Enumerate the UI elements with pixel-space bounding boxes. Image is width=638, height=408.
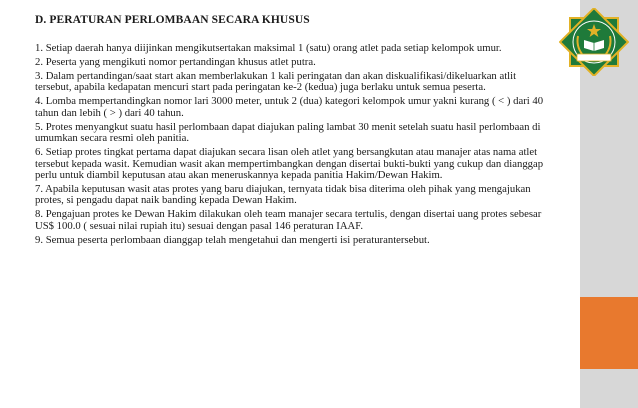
rule-item: 1. Setiap daerah hanya diijinkan mengikutsertakan maksimal 1 (satu) orang atlet pada setiap kelompok umur. bbox=[35, 42, 502, 54]
accent-block bbox=[580, 297, 638, 369]
rule-item: 7. Apabila keputusan wasit atas protes yang baru diajukan, ternyata tidak bisa diterima oleh pihak yang mengajukan protes, si pengadu dapat naik banding kepada Dewan Hakim. bbox=[35, 183, 531, 207]
rule-item: 8. Pengajuan protes ke Dewan Hakim dilakukan oleh team manajer secara tertulis, dengan disertai uang protes sebesar US$ 100.0 ( sesuai nilai rupiah itu) sesuai dengan pasal 146 peraturan IAAF. bbox=[35, 208, 542, 232]
rule-item: 6. Setiap protes tingkat pertama dapat diajukan secara lisan oleh atlet yang bersangkutan atau manajer atas nama atlet tersebut kepada wasit. Kemudian wasit akan mempertimbangkan dengan disertai bukti-bukti yang cukup dan dianggap perlu untuk diambil keputusan atau akan meneruskannya kepada panitia Hakim/Dewan Hakim. bbox=[35, 146, 544, 182]
rule-item: 9. Semua peserta perlombaan dianggap telah mengetahui dan mengerti isi peraturantersebut. bbox=[35, 233, 430, 246]
slide-title: D. PERATURAN PERLOMBAAN SECARA KHUSUS bbox=[35, 14, 310, 26]
rule-item: 4. Lomba mempertandingkan nomor lari 3000 meter, untuk 2 (dua) kategori kelompok umur yakni kurang ( < ) dari 40 tahun dan lebih ( > ) dari 40 tahun. bbox=[35, 95, 544, 119]
rule-item: 2. Peserta yang mengikuti nomor pertandingan khusus atlet putra. bbox=[35, 56, 316, 68]
rule-item: 5. Protes menyangkut suatu hasil perlombaan dapat diajukan paling lambat 30 menit setelah suatu hasil perlombaan di umumkan secara resmi oleh panitia. bbox=[35, 120, 541, 145]
ministry-emblem-icon bbox=[559, 8, 629, 76]
rule-item: 3. Dalam pertandingan/saat start akan memberlakukan 1 kali peringatan dan akan diskualifikasi/dikeluarkan atlit tersebut, apabila kedapatan mencuri start pada peringatan ke-2 (kedua) juga berlaku untuk semua peserta. bbox=[35, 70, 517, 94]
rules-list bbox=[35, 43, 555, 249]
